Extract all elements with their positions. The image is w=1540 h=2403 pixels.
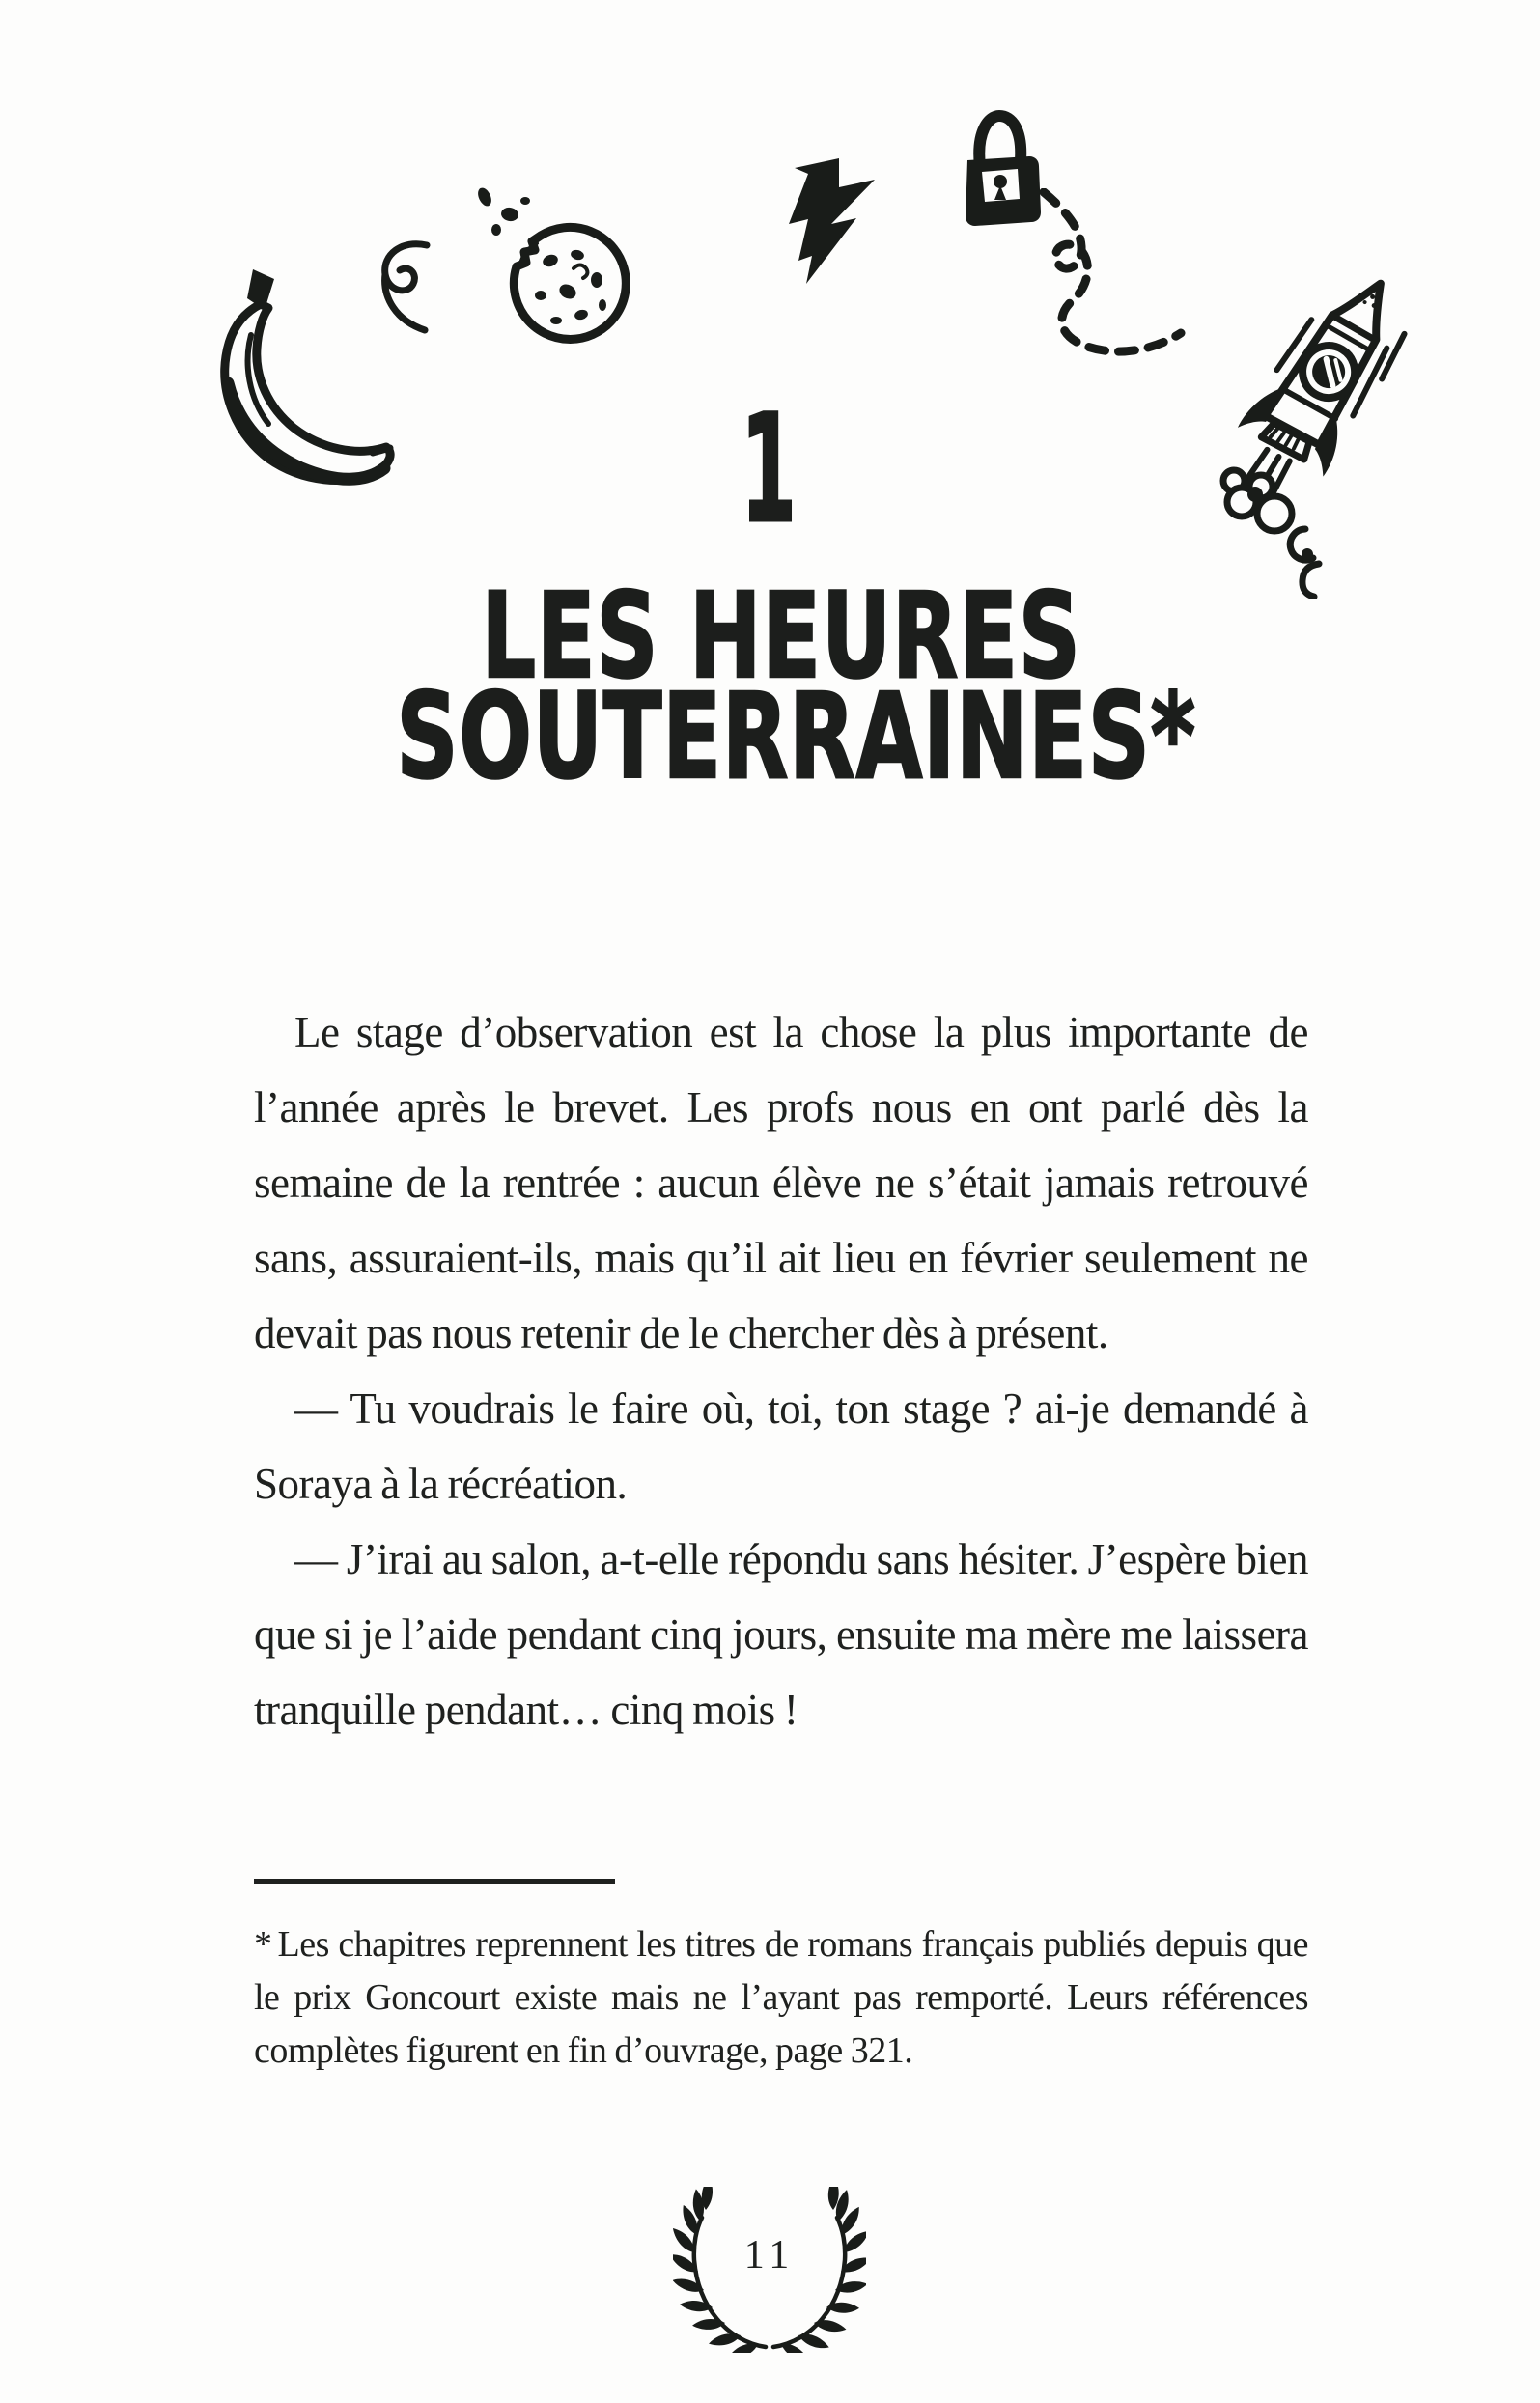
chapter-title xyxy=(254,568,1308,805)
footnote-text xyxy=(254,1918,1308,2078)
banana-icon xyxy=(212,267,398,488)
rocket-icon xyxy=(1205,263,1427,599)
paragraph-3: — J’irai au salon, a-t-elle répondu sans hésiter. J’espère bien que si je l’aide pendant cinq jours, ensuite ma mère me laissera tranquille pendant… cinq mois ! xyxy=(254,1535,1308,1734)
cookie-icon xyxy=(473,183,635,357)
page-number: 11 xyxy=(743,2233,796,2277)
chapter-number: 1 xyxy=(741,383,797,556)
padlock-icon xyxy=(956,106,1043,230)
curl-doodle-icon xyxy=(375,239,434,338)
footnote-marker: * xyxy=(254,1924,272,1965)
body-text xyxy=(254,994,1308,1747)
lightning-icon xyxy=(785,156,879,286)
footnote xyxy=(254,1918,1308,2078)
footnote-body: Les chapitres reprennent les titres de romans français publiés depuis que le prix Goncourt existe mais ne l’ayant pas remporté. Leurs références complètes figurent en fin d’ouvrage, page 321. xyxy=(254,1924,1308,2071)
dashed-trail-icon xyxy=(1038,188,1188,381)
chapter-title-line1: LES HEURES xyxy=(481,568,1081,705)
paragraph-2: — Tu voudrais le faire où, toi, ton stage ? ai-je demandé à Soraya à la récréation. xyxy=(254,1384,1308,1508)
page-footer xyxy=(673,2187,866,2353)
footnote-separator xyxy=(254,1879,615,1884)
chapter-title-line2: SOUTERRAINES* xyxy=(396,668,1196,805)
paragraph-1: Le stage d’observation est la chose la plus importante de l’année après le brevet. Les profs nous en ont parlé dès la semaine de la rentrée : aucun élève ne s’était jamais retrouvé sans, assuraient-ils, mais qu’il ait lieu en février seulement ne devait pas nous retenir de le chercher dès à présent. xyxy=(254,1008,1308,1357)
